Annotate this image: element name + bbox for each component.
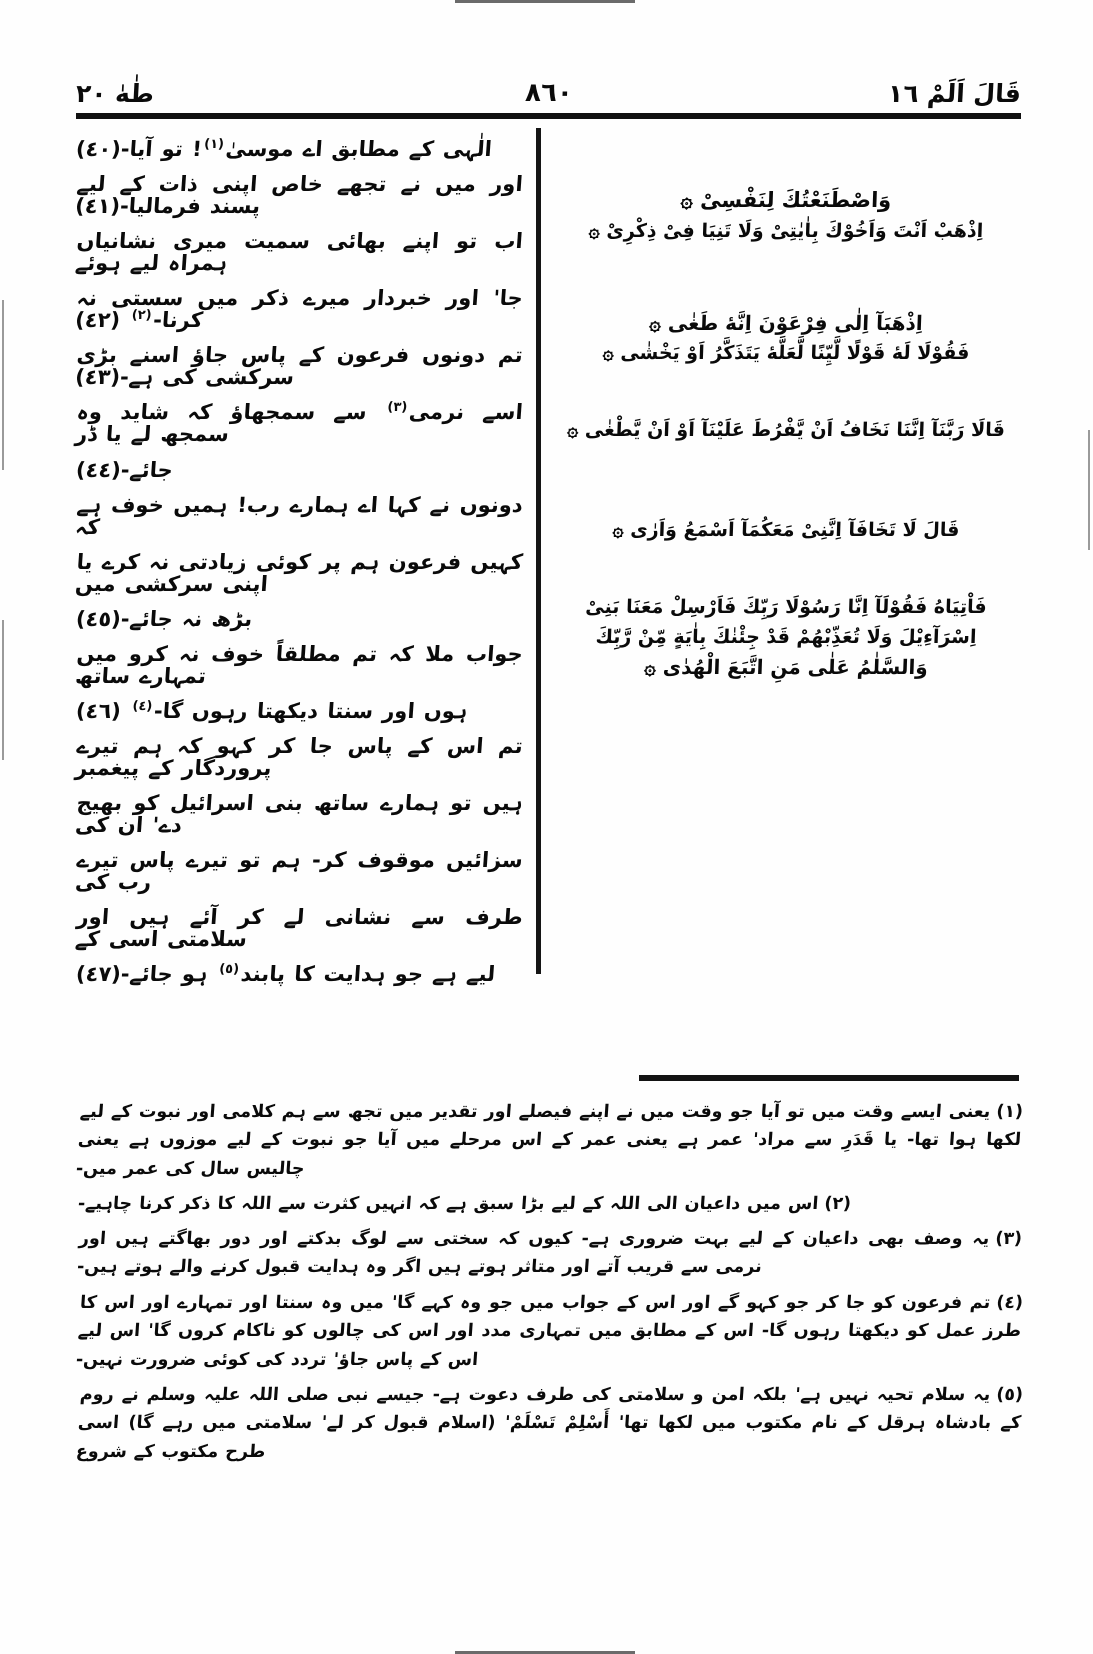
footnote-ref[interactable]: (٥): [218, 962, 240, 978]
urdu-translation-line: طرف سے نشانی لے کر آئے ہیں اور سلامتی اسی کے: [74, 905, 524, 952]
ayah-gap: [551, 368, 1021, 416]
urdu-translation-line: ہوں اور سنتا دیکھتا رہوں گا-$^{(٤)}$ (٤٦): [75, 698, 469, 723]
two-column-body: [76, 128, 1021, 1008]
ayah-gap: [551, 545, 1021, 593]
header-rule: [76, 113, 1021, 118]
footnote-marker: (٥): [995, 1385, 1024, 1406]
footnote-item: [77, 1190, 1022, 1218]
footnote-marker: (٣): [994, 1229, 1023, 1250]
urdu-translation-line: لیے ہے جو ہدایت کا پابند$^{(٥)}$ ہو جائے-(٤٧): [75, 962, 496, 987]
urdu-translation-line: اور میں نے تجھے خاص اپنی ذات کے لیے پسند فرمالیا-(٤١): [74, 172, 524, 219]
footnote-text: یہ سلام تحیہ نہیں ہے' بلکہ امن و سلامتی کی طرف دعوت ہے- جیسے نبی صلی اللہ علیہ وسلم نے روم کے بادشاہ ہرقل کے نام مکتوب میں لکھا تھا' ﺃَسْلِمْ تَسْلَمْ' (اسلام قبول کر لے' سلامتی میں رہے گا) اسی طرح مکتوب کے شروع: [75, 1385, 1022, 1462]
footnote-text: یہ وصف بھی داعیان کے لیے بہت ضروری ہے- کیوں کہ سختی سے لوگ بدکتے اور دور بھاگتے ہیں اور نرمی سے قریب آتے اور متاثر ہوتے ہیں اگر وہ ہدایت قبول کرنے والے ہوتے ہیں-: [76, 1229, 991, 1278]
urdu-translation-line: جا' اور خبردار میرے ذکر میں سستی نہ کرنا-$^{(٢)}$ (٤٢): [74, 286, 524, 333]
footnote-item: [75, 1289, 1024, 1374]
urdu-translation-line: بڑھ نہ جائے-(٤٥): [75, 606, 254, 631]
footnote-item: [76, 1225, 1023, 1282]
ayah-group: [551, 416, 1021, 445]
footnote-marker: (١): [995, 1102, 1024, 1122]
urdu-translation-line: ہیں تو ہمارے ساتھ بنی اسرائیل کو بھیج دے' ان کی: [74, 791, 524, 838]
page-number: ٨٦٠: [524, 78, 573, 108]
footnote-ref[interactable]: (١): [203, 137, 225, 152]
ayah-line: اِسْرَآءِيْلَ وَلَا تُعَذِّبْهُمْ قَدْ جِئْنٰكَ بِاٰيَةٍ مِّنْ رَّبِّكَ: [595, 625, 977, 648]
footnote-ref[interactable]: (٣): [386, 400, 408, 416]
footnote-item: [75, 1098, 1024, 1183]
footnote-marker: (٤): [995, 1293, 1024, 1314]
ayah-group: [551, 516, 1021, 545]
ayah-gap: [551, 246, 1021, 308]
urdu-translation-column: [76, 128, 522, 1008]
footnote-text: اس میں داعیان الی اللہ کے لیے بڑا سبق ہے کہ انہیں کثرت سے اللہ کا ذکر کرنا چاہیے-: [77, 1194, 820, 1215]
scan-edge-mark-left-lower: [2, 620, 4, 760]
urdu-translation-line: جائے-(٤٤): [75, 457, 174, 482]
ayah-line: قَالَ لَا تَخَافَآ اِنَّنِىْ مَعَكُمَآ اَسْمَعُ وَاَرٰى ۞: [612, 518, 960, 541]
ayah-line: وَاصْطَنَعْتُكَ لِنَفْسِىْ ۞: [680, 188, 892, 212]
urdu-translation-line: دونوں نے کہا اے ہمارے رب! ہمیں خوف ہے کہ: [74, 492, 524, 539]
footnote-ref[interactable]: (٤): [131, 698, 153, 714]
footnote-marker: (٢): [823, 1194, 852, 1215]
footnote-separator-rule: [639, 1075, 1019, 1081]
urdu-translation-line: تم دونوں فرعون کے پاس جاؤ اسنے بڑی سرکشی کی ہے-(٤٣): [74, 343, 524, 390]
ayah-group: [551, 593, 1021, 683]
urdu-translation-line: تم اس کے پاس جا کر کہو کہ ہم تیرے پروردگار کے پیغمبر: [74, 733, 524, 780]
surah-label: طٰهٰ ٢٠: [75, 79, 155, 108]
footnote-block: [75, 1098, 1024, 1594]
scan-edge-mark-right: [1088, 430, 1090, 550]
footnote-text: تم فرعون کو جا کر جو کہو گے اور اس کے جواب میں جو وہ کہے گا' میں وہ سنتا اور تمہارے اور اس کا طرز عمل کو دیکھتا رہوں گا- اس کے مطابق میں تمہاری مدد اور اس کی چالوں کو ناکام کروں گا' اس لیے اس کے پاس جاؤ' تردد کی کوئی ضرورت نہیں-: [75, 1293, 1022, 1370]
urdu-translation-line: اسے نرمی$^{(٣)}$ سے سمجھاؤ کہ شاید وہ سمجھ لے یا ڈر: [74, 400, 524, 447]
ayah-group: [551, 308, 1021, 368]
running-head: [76, 62, 1021, 114]
ayah-gap: [551, 446, 1021, 516]
footnote-ref[interactable]: (٢): [131, 308, 153, 324]
urdu-translation-line: الٰہی کے مطابق اے موسیٰ$^{(١)}$! تو آیا-(٤٠): [75, 137, 493, 161]
ayah-line: اِذْهَبَآ اِلٰى فِرْعَوْنَ اِنَّهٔ طَغٰى ۞: [648, 310, 924, 335]
scan-edge-mark-top: [455, 0, 635, 3]
ayah-line: قَالَا رَبَّنَآ اِنَّنَا نَخَافُ اَنْ يَّفْرُطَ عَلَيْنَآ اَوْ اَنْ يَّطْغٰى ۞: [566, 419, 1006, 442]
ayah-line: فَاْتِيَاهُ فَقُوْلَآ اِنَّا رَسُوْلَا رَبِّكَ فَاَرْسِلْ مَعَنَا بَنِىْ: [584, 596, 988, 619]
arabic-text-column: [551, 128, 1021, 1008]
scan-edge-mark-left-upper: [2, 300, 4, 470]
column-divider-rule: [536, 128, 541, 974]
ayah-line: وَالسَّلٰمُ عَلٰى مَنِ اتَّبَعَ الْهُدٰى ۞: [643, 655, 929, 680]
footnote-text: یعنی ایسے وقت میں تو آیا جو وقت میں نے اپنے فیصلے اور تقدیر میں تجھ سے ہم کلامی اور نبوت کے لیے لکھا ہوا تھا- یا قَدَرِ سے مراد' عمر ہے یعنی عمر کے اس مرحلے میں آیا جو نبوت کے لیے موزوں ہے یعنی چالیس سال کی عمر میں-: [75, 1102, 1022, 1179]
juz-label: قَالَ اَلَمْ ١٦: [887, 79, 1022, 108]
ayah-line: اِذْهَبْ اَنْتَ وَاَخُوْكَ بِاٰيٰتِىْ وَلَا تَنِيَا فِىْ ذِكْرِىْ ۞: [588, 219, 984, 242]
urdu-translation-line: اب تو اپنے بھائی سمیت میری نشانیاں ہمراہ لیے ہوئے: [74, 229, 524, 276]
ayah-line: فَقُوْلَا لَهٔ قَوْلًا لَّيِّنًا لَّعَلَّهٔ يَتَذَكَّرُ اَوْ يَخْشٰى ۞: [602, 341, 970, 364]
urdu-translation-line: جواب ملا کہ تم مطلقاً خوف نہ کرو میں تمہارے ساتھ: [74, 641, 524, 688]
footnote-item: [75, 1381, 1024, 1466]
ayah-group: [551, 184, 1021, 246]
urdu-translation-line: کہیں فرعون ہم پر کوئی زیادتی نہ کرے یا اپنی سرکشی میں: [74, 549, 524, 596]
urdu-translation-line: سزائیں موقوف کر- ہم تو تیرے پاس تیرے رب کی: [74, 848, 524, 895]
